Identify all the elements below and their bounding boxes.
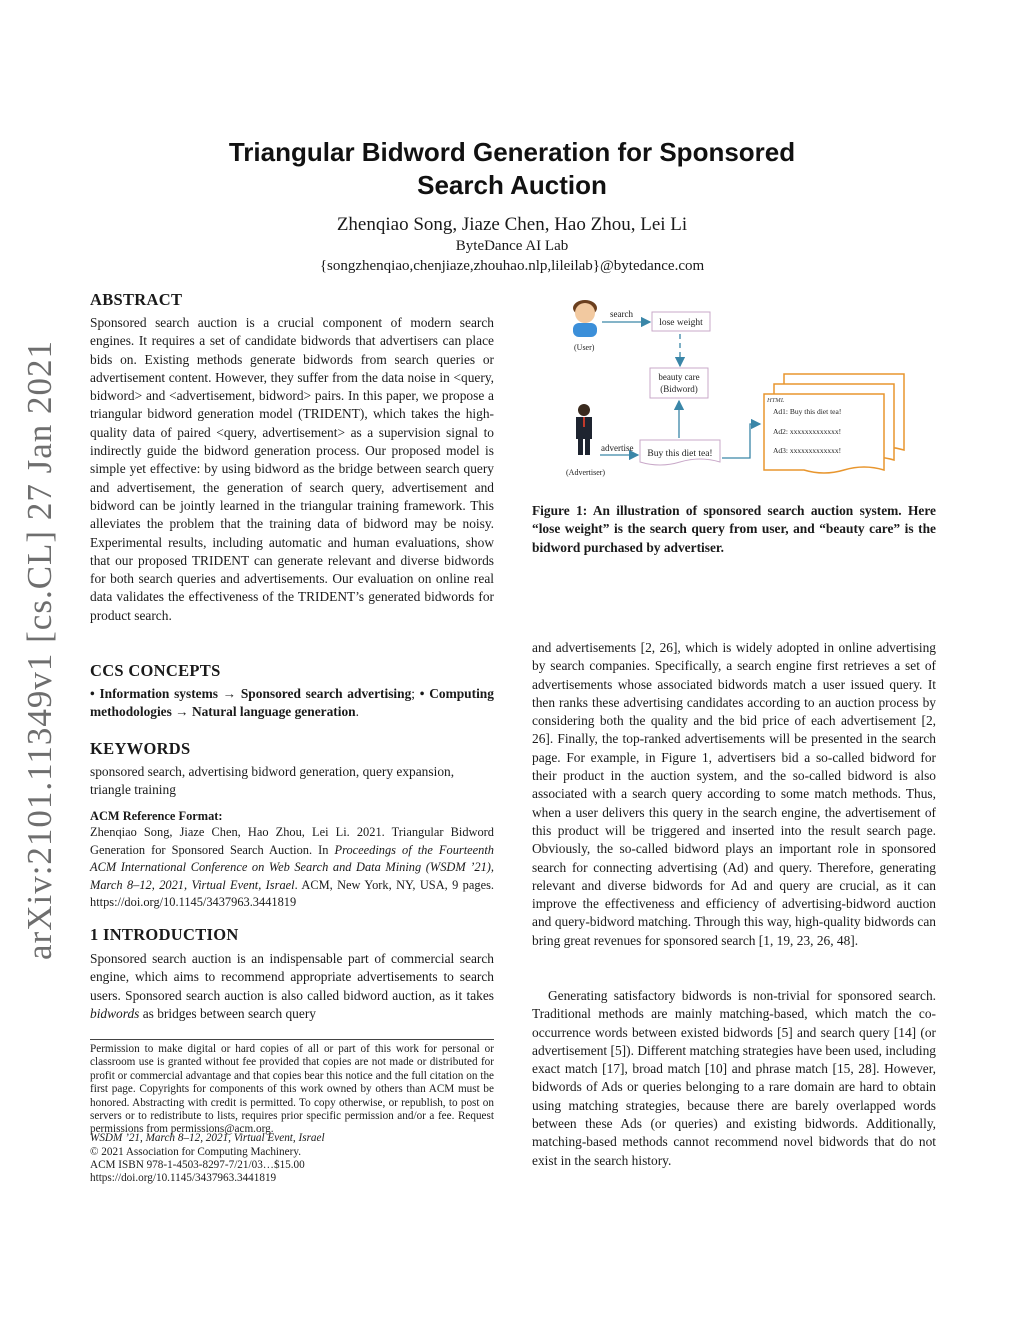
ccs-bullet: • bbox=[90, 686, 95, 701]
ccs-concepts bbox=[90, 685, 494, 722]
keywords-heading: KEYWORDS bbox=[90, 739, 191, 758]
acm-reference-heading: ACM Reference Format: bbox=[90, 809, 223, 823]
paper-title bbox=[0, 136, 1024, 202]
authors: Zhenqiao Song, Jiaze Chen, Hao Zhou, Lei Li bbox=[336, 214, 688, 235]
introduction-heading: 1 INTRODUCTION bbox=[90, 925, 239, 944]
abstract-text: Sponsored search auction is a crucial component of modern search engines. It requires a set of candidate bidwords that advertisers can place bids on. Existing methods generate bidwords from search queries or advertisement content. However, they suffer from the data noise in <query, bidword> and <advertisement, bidword> pairs. In this paper, we propose a triangular bidword generation model (TRIDENT), which takes the high-quality data of paired <query, advertisement> as a supervision signal to indirectly guide the bidword generation process. Our proposed model is simple yet effective: by using bidword as the bridge between search query and advertisement, the generation of search query, advertisement and bidword can be jointly learned in the triangular training framework. This alleviates the problem that the training data of bidword may be noisy. Experimental results, including automatic and human evaluations, show that our proposed TRIDENT can generate relevant and diverse bidwords for both search queries and advertisements. Our evaluation on online real data validates the effectiveness of the TRIDENT’s generated bidwords for product search. bbox=[90, 315, 494, 623]
bidword-text: beauty care bbox=[658, 372, 700, 382]
intro-p1-text-b: as bridges between search query bbox=[142, 1005, 316, 1021]
ccs-item-information-systems: Information systems bbox=[99, 686, 218, 701]
acm-reference-citation: Zhenqiao Song, Jiaze Chen, Hao Zhou, Lei Li. 2021. Triangular Bidword Generation for Sponsored Search Auction. In bbox=[90, 825, 494, 857]
permission-notice: Permission to make digital or hard copies of all or part of this work for personal or classroom use is granted without fee provided that copies are not made or distributed for profit or commercial advantage and that copies bear this notice and the full citation on the first page. Copyrights for components of this work owned by others than ACM must be honored. Abstracting with credit is permitted. To copy otherwise, or republish, to post on servers or to redistribute to lists, requires prior specific permission and/or a fee. Request permissions from permissions@acm.org. bbox=[90, 1043, 494, 1136]
figure-caption: Figure 1: An illustration of sponsored search auction system. Here “lose weight” is the search query from user, and “beauty care” is the bidword purchased by advertiser. bbox=[532, 503, 936, 555]
isbn-line: ACM ISBN 978-1-4503-8297-7/21/03…$15.00 bbox=[90, 1159, 305, 1171]
affiliation: ByteDance AI Lab bbox=[455, 238, 569, 254]
ccs-item-nlg: Natural language generation bbox=[191, 704, 356, 720]
footnote-separator bbox=[90, 1039, 494, 1040]
intro-p1-text-a: Sponsored search auction is an indispensable part of commercial search engine, which aims to recommend appropriate advertisements to search users. Sponsored search auction is also called bidword auction, as it takes bbox=[90, 951, 494, 1003]
ccs-item-sponsored-search: Sponsored search advertising bbox=[240, 686, 412, 701]
intro-paragraph-1 bbox=[90, 950, 494, 1023]
arxiv-identifier: arXiv:2101.11349v1 [cs.CL] 27 Jan 2021 bbox=[20, 340, 59, 960]
ad-document-text: Buy this diet tea! bbox=[647, 449, 713, 459]
ccs-bullet: • bbox=[419, 686, 425, 701]
html-label: HTML bbox=[767, 397, 785, 404]
ccs-heading: CCS CONCEPTS bbox=[90, 661, 221, 680]
ccs-semicolon: ; bbox=[411, 686, 416, 701]
ccs-item-computing-methodologies: Computing methodologies bbox=[90, 686, 494, 720]
intro-paragraph-3: Generating satisfactory bidwords is non-trivial for sponsored search. Traditional methods are mainly matching-based, which match the co-occurrence words between existed bidwords [5] and search query [14] (or advertisement [5]). Different matching strategies have been used, including exact match [17], broad match [10] and phrase match [15, 28]. However, bidwords of Ads or queries belonging to a rare domain are hard to obtain using matching strategies, because there are barely overlapped words between these Ads (or queries) and existing bidwords. Additionally, matching-based methods cannot recommend novel bidwords that do not exist in the search history. bbox=[532, 988, 936, 1168]
bidword-role: (Bidword) bbox=[660, 384, 698, 394]
author-emails: {songzhenqiao,chenjiaze,zhouhao.nlp,lileilab}@bytedance.com bbox=[319, 258, 705, 274]
acm-reference-text bbox=[90, 824, 494, 912]
copyright-line: © 2021 Association for Computing Machinery. bbox=[90, 1146, 301, 1158]
advertiser-icon bbox=[576, 404, 592, 455]
figure-diagram bbox=[560, 290, 920, 490]
intro-p1-emphasis: bidwords bbox=[90, 1005, 140, 1021]
title-line-2: Search Auction bbox=[417, 170, 607, 200]
abstract-heading: ABSTRACT bbox=[90, 290, 183, 309]
advertiser-label: (Advertiser) bbox=[566, 468, 606, 477]
title-line-1: Triangular Bidword Generation for Sponsored bbox=[228, 137, 796, 167]
acm-reference-publisher: . ACM, New York, NY, USA, 9 pages. https://doi.org/10.1145/3437963.3441819 bbox=[90, 877, 494, 910]
intro-paragraph-2: and advertisements [2, 26], which is widely adopted in online advertising by search companies. Specifically, a search engine first retrieves a set of advertisements whose associated bidwords match a user issued query. It then ranks these advertising candidates according to an auction process by considering both the quality and the bid price of each advertisement [2, 26]. Finally, the top-ranked advertisements will be presented in the search page. For example, in Figure 1, advertisers bid a so-called bidword for their product in the auction system, and the so-called bidword is also associated with a search query according to some match methods. Thus, when a user delivers this query in the search engine, the advertisement of this product will be triggered and inserted into the result search page. Obviously, the so-called bidword plays an important role in sponsored search for connecting advertising (Ad) and query. Therefore, generating relevant and diverse bidwords for Ad and query are crucial, as it can improve the effectiveness and efficiency of advertising-bidword auction and query-bidword matching. Through this way, high-quality bidwords can bring great revenues for sponsored search [1, 19, 23, 26, 48]. bbox=[532, 640, 936, 948]
advertise-label: advertise bbox=[601, 443, 634, 453]
figure-1 bbox=[560, 290, 920, 490]
user-icon bbox=[573, 300, 597, 337]
search-label: search bbox=[610, 309, 633, 319]
result-ad1: Ad1: Buy this diet tea! bbox=[773, 407, 842, 416]
result-ad2: Ad2: xxxxxxxxxxxxx! bbox=[773, 427, 842, 436]
ccs-arrow: → bbox=[222, 686, 237, 701]
user-label: (User) bbox=[574, 343, 595, 352]
conference-line: WSDM ’21, March 8–12, 2021, Virtual Event, Israel bbox=[90, 1132, 325, 1144]
acm-reference-venue: Proceedings of the Fourteenth ACM International Conference on Web Search and Data Mining (WSDM ’21), March 8–12, 2021, Virtual Event, Israel bbox=[90, 842, 494, 892]
ad-to-result-arrow bbox=[722, 424, 760, 458]
ccs-period: . bbox=[355, 704, 359, 720]
result-ad3: Ad3: xxxxxxxxxxxxx! bbox=[773, 446, 842, 455]
doi-line: https://doi.org/10.1145/3437963.3441819 bbox=[90, 1172, 277, 1184]
query-text: lose weight bbox=[659, 318, 703, 328]
keywords-text: sponsored search, advertising bidword generation, query expansion, triangle training bbox=[90, 764, 455, 798]
ccs-arrow: → bbox=[175, 704, 189, 720]
